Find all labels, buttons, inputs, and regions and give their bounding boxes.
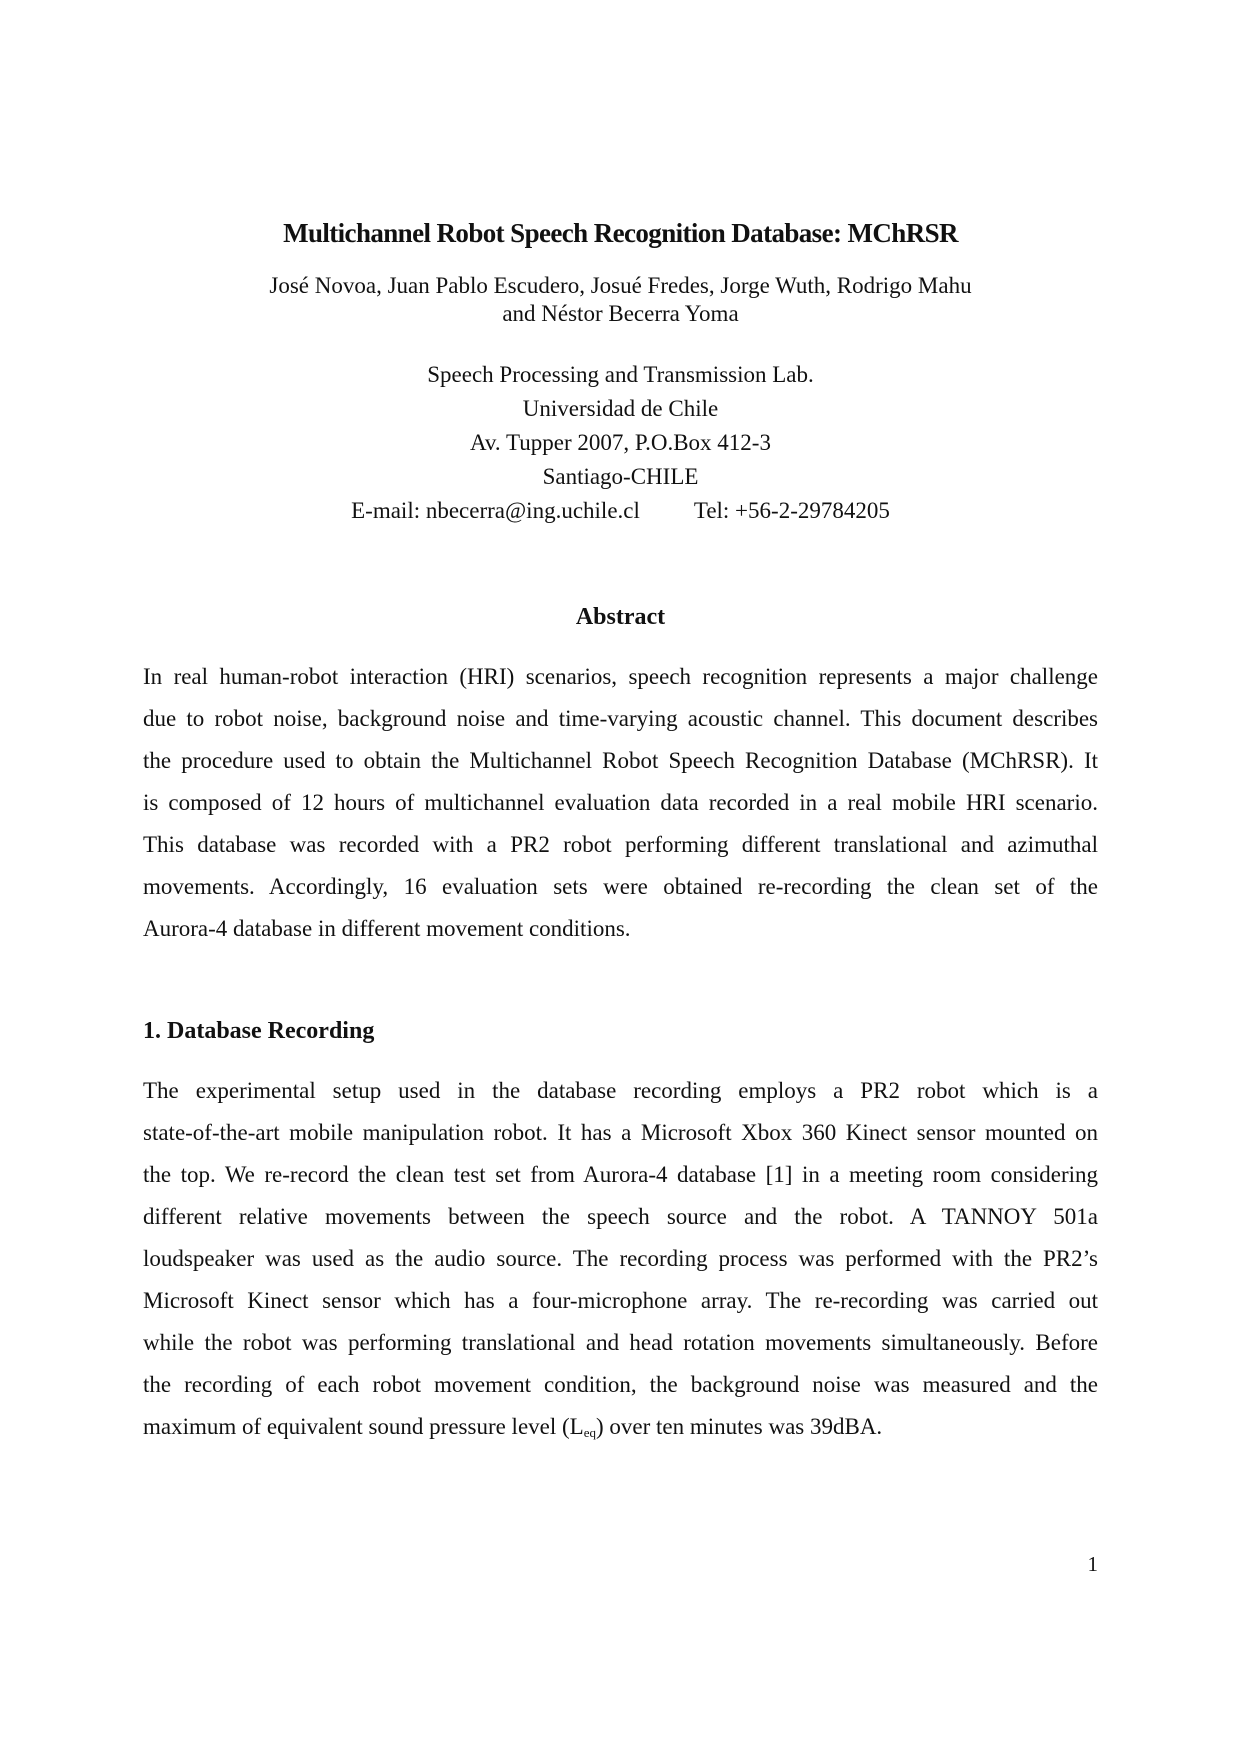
author-line: and Néstor Becerra Yoma [502,301,739,326]
text-line: the procedure used to obtain the Multichannel Robot Speech Recognition Database (MChRSR). It [143,748,1098,773]
telephone-number: Tel: +56-2-29784205 [693,498,890,523]
text-line: while the robot was performing translational and head rotation movements simultaneously. Before [143,1330,1098,1355]
page-number: 1 [1087,1552,1098,1576]
author-list [0,272,1241,328]
email-address: E-mail: nbecerra@ing.uchile.cl [351,498,640,523]
abstract-body [143,656,1098,950]
text-line: the top. We re-record the clean test set from Aurora-4 database [1] in a meeting room considering [143,1162,1098,1187]
city-country: Santiago-CHILE [542,464,699,489]
text-line: movements. Accordingly, 16 evaluation sets were obtained re-recording the clean set of the [143,874,1098,899]
text-line: different relative movements between the speech source and the robot. A TANNOY 501a [143,1204,1098,1229]
text-line: In real human-robot interaction (HRI) scenarios, speech recognition represents a major challenge [143,664,1098,689]
text-line: The experimental setup used in the database recording employs a PR2 robot which is a [143,1078,1098,1103]
text-line: This database was recorded with a PR2 robot performing different translational and azimuthal [143,832,1098,857]
text-line: state-of-the-art mobile manipulation robot. It has a Microsoft Xbox 360 Kinect sensor mounted on [143,1120,1098,1145]
text-line: the recording of each robot movement condition, the background noise was measured and the [143,1372,1098,1397]
section-body [143,1070,1098,1448]
subscript-eq: eq [583,1425,596,1440]
postal-address: Av. Tupper 2007, P.O.Box 412-3 [470,430,771,455]
paper-title: Multichannel Robot Speech Recognition Database: MChRSR [283,218,958,248]
text-fragment: maximum of equivalent sound pressure level (L [143,1414,584,1439]
university-name: Universidad de Chile [522,396,719,421]
text-line [143,1406,1098,1448]
lab-name: Speech Processing and Transmission Lab. [427,362,814,387]
text-line: due to robot noise, background noise and time-varying acoustic channel. This document describes [143,706,1098,731]
text-line: Microsoft Kinect sensor which has a four-microphone array. The re-recording was carried out [143,1288,1098,1313]
text-line: Aurora-4 database in different movement conditions. [143,916,631,941]
section-heading: 1. Database Recording [143,1018,375,1044]
text-line: is composed of 12 hours of multichannel evaluation data recorded in a real mobile HRI scenario. [143,790,1098,815]
text-line: loudspeaker was used as the audio source. The recording process was performed with the PR2’s [143,1246,1098,1271]
author-line: José Novoa, Juan Pablo Escudero, Josué Fredes, Jorge Wuth, Rodrigo Mahu [269,273,972,298]
abstract-heading: Abstract [575,604,666,630]
text-fragment: ) over ten minutes was 39dBA. [596,1414,883,1439]
affiliation-block [0,358,1241,528]
contact-line [0,494,1241,528]
